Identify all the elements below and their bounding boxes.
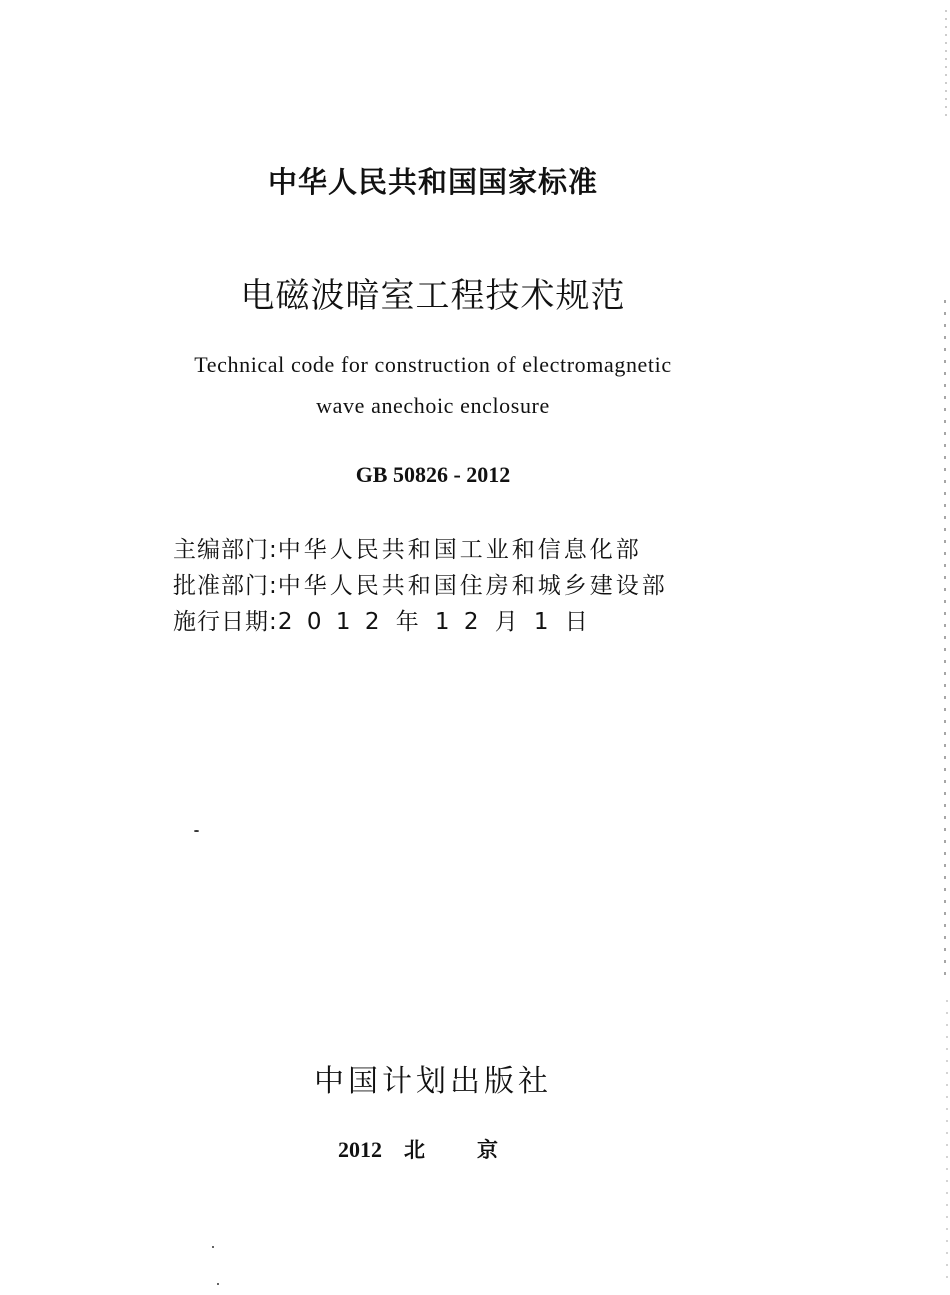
date-char: 0 bbox=[306, 609, 322, 635]
editor-row bbox=[173, 532, 668, 568]
publish-year: 2012 bbox=[338, 1137, 382, 1162]
publish-city: 北京 bbox=[404, 1138, 550, 1162]
effective-label: 施行日期: bbox=[173, 609, 278, 635]
scan-edge-marks bbox=[942, 0, 950, 1295]
scan-speck bbox=[217, 1283, 219, 1285]
publication-place bbox=[338, 1134, 550, 1164]
scan-speck bbox=[212, 1246, 214, 1248]
date-char: 2 bbox=[277, 609, 293, 635]
date-char: 年 bbox=[395, 609, 419, 635]
date-char: 日 bbox=[564, 609, 588, 635]
date-char: 2 bbox=[364, 609, 380, 635]
date-char: 1 bbox=[335, 609, 351, 635]
approver-label: 批准部门: bbox=[173, 573, 278, 599]
approver-row bbox=[173, 568, 668, 604]
date-char: 1 bbox=[533, 609, 549, 635]
title-chinese: 电磁波暗室工程技术规范 bbox=[240, 276, 626, 316]
standard-header: 中华人民共和国国家标准 bbox=[267, 165, 598, 199]
approver-value: 中华人民共和国住房和城乡建设部 bbox=[277, 573, 668, 599]
date-char: 月 bbox=[494, 609, 518, 635]
title-english-line-2: wave anechoic enclosure bbox=[316, 393, 550, 418]
publisher-name: 中国计划出版社 bbox=[314, 1064, 552, 1099]
publication-info bbox=[173, 532, 668, 640]
editor-label: 主编部门: bbox=[173, 537, 278, 563]
title-english-line-1: Technical code for construction of electromagnetic bbox=[194, 352, 672, 377]
effective-date bbox=[278, 609, 604, 635]
effective-date-row bbox=[173, 604, 668, 640]
standard-number: GB 50826 - 2012 bbox=[355, 462, 511, 487]
date-char: 2 bbox=[463, 609, 479, 635]
editor-value: 中华人民共和国工业和信息化部 bbox=[277, 537, 642, 563]
date-char: 1 bbox=[434, 609, 450, 635]
scan-speck bbox=[194, 830, 199, 832]
